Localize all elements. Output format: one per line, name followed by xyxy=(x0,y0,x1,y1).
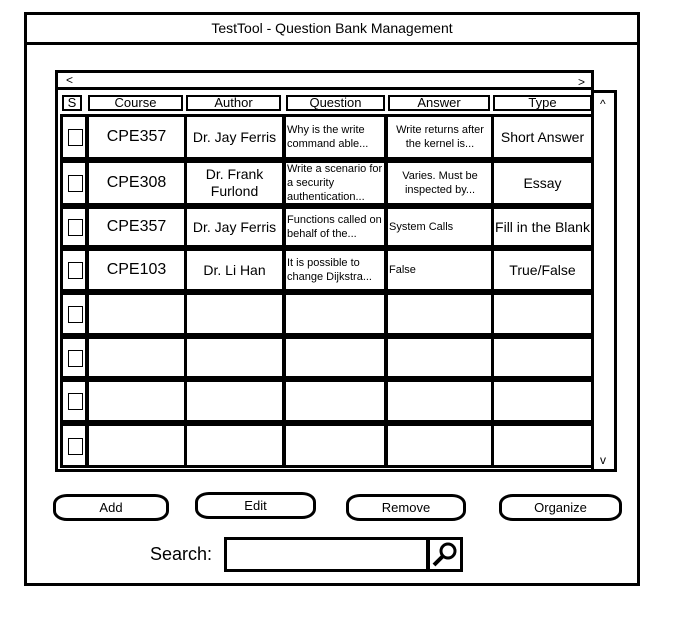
window-title: TestTool - Question Bank Management xyxy=(27,15,637,45)
answer-text: Varies. Must be inspected by... xyxy=(402,170,478,196)
row-checkbox[interactable] xyxy=(68,129,83,146)
select-cell xyxy=(60,292,88,336)
question-text: Functions called on behalf of the... xyxy=(287,214,382,240)
cell-course[interactable] xyxy=(86,292,187,336)
cell-question[interactable] xyxy=(283,292,387,336)
cell-author[interactable] xyxy=(184,114,285,160)
course-text: CPE357 xyxy=(106,218,167,235)
table-row[interactable] xyxy=(58,423,594,468)
row-checkbox[interactable] xyxy=(68,393,83,410)
cell-answer[interactable] xyxy=(385,206,494,248)
type-text: Short Answer xyxy=(500,128,585,145)
cell-question[interactable] xyxy=(283,206,387,248)
cell-question[interactable] xyxy=(283,114,387,160)
table-row[interactable] xyxy=(58,248,594,292)
row-checkbox[interactable] xyxy=(68,306,83,323)
table-row[interactable] xyxy=(58,292,594,336)
cell-answer[interactable] xyxy=(385,160,494,206)
cell-question[interactable] xyxy=(283,379,387,423)
question-text: Why is the write command able... xyxy=(287,124,369,150)
add-button[interactable]: Add xyxy=(53,494,169,521)
scroll-left-arrow[interactable]: < xyxy=(66,73,74,87)
type-text: Essay xyxy=(523,174,562,191)
cell-type[interactable] xyxy=(491,160,594,206)
cell-question[interactable] xyxy=(283,248,387,292)
question-table xyxy=(55,90,594,472)
scroll-right-arrow[interactable]: > xyxy=(577,75,585,89)
cell-author[interactable] xyxy=(184,423,285,468)
table-row[interactable] xyxy=(58,379,594,423)
cell-answer[interactable] xyxy=(385,114,494,160)
table-row[interactable] xyxy=(58,114,594,160)
scroll-up-arrow[interactable]: ^ xyxy=(600,97,606,111)
cell-author[interactable] xyxy=(184,248,285,292)
answer-text: False xyxy=(389,264,416,276)
type-text: True/False xyxy=(509,261,576,278)
header-type[interactable]: Type xyxy=(493,95,592,111)
cell-author[interactable] xyxy=(184,160,285,206)
organize-button[interactable]: Organize xyxy=(499,494,622,521)
question-text: Write a scenario for a security authentication... xyxy=(287,163,383,203)
select-cell xyxy=(60,114,88,160)
cell-question[interactable] xyxy=(283,423,387,468)
cell-type[interactable] xyxy=(491,248,594,292)
cell-type[interactable] xyxy=(491,114,594,160)
cell-answer[interactable] xyxy=(385,292,494,336)
cell-course[interactable] xyxy=(86,379,187,423)
select-cell xyxy=(60,379,88,423)
row-checkbox[interactable] xyxy=(68,175,83,192)
answer-text: System Calls xyxy=(389,221,454,233)
search-input[interactable] xyxy=(224,537,429,572)
select-cell xyxy=(60,160,88,206)
table-row[interactable] xyxy=(58,160,594,206)
course-text: CPE357 xyxy=(106,128,167,145)
cell-answer[interactable] xyxy=(385,336,494,379)
select-cell xyxy=(60,206,88,248)
cell-author[interactable] xyxy=(184,206,285,248)
cell-answer[interactable] xyxy=(385,379,494,423)
row-checkbox[interactable] xyxy=(68,350,83,367)
row-checkbox[interactable] xyxy=(68,219,83,236)
search-button[interactable] xyxy=(427,537,463,572)
select-cell xyxy=(60,248,88,292)
answer-text: Write returns after the kernel is... xyxy=(396,124,484,150)
cell-course[interactable] xyxy=(86,336,187,379)
select-cell xyxy=(60,423,88,468)
cell-question[interactable] xyxy=(283,336,387,379)
type-text: Fill in the Blank xyxy=(495,218,590,235)
cell-course[interactable] xyxy=(86,114,187,160)
cell-author[interactable] xyxy=(184,379,285,423)
course-text: CPE103 xyxy=(106,261,167,278)
course-text: CPE308 xyxy=(106,174,167,191)
vertical-scrollbar[interactable] xyxy=(593,90,617,472)
select-cell xyxy=(60,336,88,379)
header-author[interactable]: Author xyxy=(186,95,281,111)
author-text: Dr. Frank Furlond xyxy=(205,166,264,199)
cell-type[interactable] xyxy=(491,292,594,336)
cell-course[interactable] xyxy=(86,423,187,468)
cell-type[interactable] xyxy=(491,336,594,379)
header-answer[interactable]: Answer xyxy=(388,95,490,111)
cell-course[interactable] xyxy=(86,160,187,206)
remove-button[interactable]: Remove xyxy=(346,494,466,521)
header-course[interactable]: Course xyxy=(88,95,183,111)
cell-type[interactable] xyxy=(491,206,594,248)
scroll-down-arrow[interactable]: v xyxy=(600,453,606,467)
cell-answer[interactable] xyxy=(385,423,494,468)
author-text: Dr. Li Han xyxy=(203,261,266,278)
header-select[interactable]: S xyxy=(62,95,82,111)
cell-answer[interactable] xyxy=(385,248,494,292)
table-row[interactable] xyxy=(58,336,594,379)
horizontal-scrollbar[interactable] xyxy=(55,70,594,90)
row-checkbox[interactable] xyxy=(68,438,83,455)
header-question[interactable]: Question xyxy=(286,95,385,111)
row-checkbox[interactable] xyxy=(68,262,83,279)
search-label: Search: xyxy=(150,544,213,564)
author-text: Dr. Jay Ferris xyxy=(192,218,277,235)
cell-course[interactable] xyxy=(86,248,187,292)
magnifier-icon xyxy=(430,540,460,569)
cell-type[interactable] xyxy=(491,423,594,468)
cell-author[interactable] xyxy=(184,292,285,336)
cell-question[interactable] xyxy=(283,160,387,206)
author-text: Dr. Jay Ferris xyxy=(192,128,277,145)
question-text: It is possible to change Dijkstra... xyxy=(287,257,372,283)
cell-type[interactable] xyxy=(491,379,594,423)
cell-course[interactable] xyxy=(86,206,187,248)
cell-author[interactable] xyxy=(184,336,285,379)
edit-button[interactable]: Edit xyxy=(195,492,316,519)
table-row[interactable] xyxy=(58,206,594,248)
